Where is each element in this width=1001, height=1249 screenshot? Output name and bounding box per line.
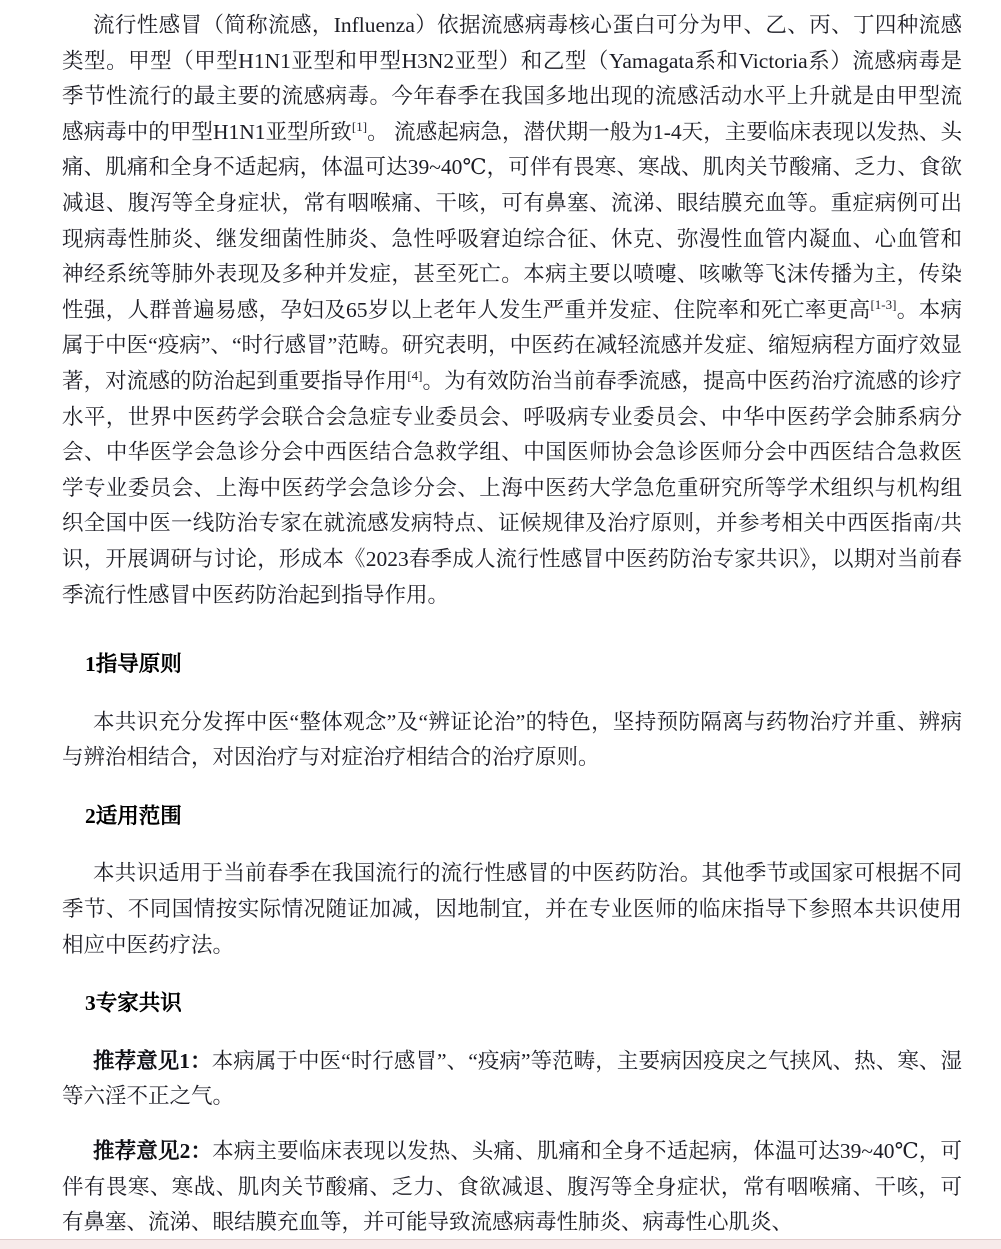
recommendation-2-paragraph: 推荐意见2：本病主要临床表现以发热、头痛、肌痛和全身不适起病，体温可达39~40℃，可伴有畏寒、寒战、肌肉关节酸痛、乏力、食欲减退、腹泻等全身症状，常有咽喉痛、干咳，可有鼻塞、流涕、眼结膜充血等，并可能导致流感病毒性肺炎、病毒性心肌炎、 xyxy=(62,1139,962,1235)
next-page-edge-strip xyxy=(0,1239,1001,1249)
section-heading-guiding-principles: 1指导原则 xyxy=(85,652,182,677)
guiding-principles-paragraph: 本共识充分发挥中医“整体观念”及“辨证论治”的特色，坚持预防隔离与药物治疗并重、辨病与辨治相结合，对因治疗与对症治疗相结合的治疗原则。 xyxy=(62,709,962,770)
page-content xyxy=(62,8,962,1241)
recommendation-1-paragraph: 推荐意见1：本病属于中医“时行感冒”、“疫病”等范畴，主要病因疫戾之气挟风、热、寒、湿等六淫不正之气。 xyxy=(62,1048,962,1109)
intro-paragraph: 流行性感冒（简称流感，Influenza）依据流感病毒核心蛋白可分为甲、乙、丙、丁四种流感类型。甲型（甲型H1N1亚型和甲型H3N2亚型）和乙型（Yamagata系和Victoria系）流感病毒是季节性流行的最主要的流感病毒。今年春季在我国多地出现的流感活动水平上升就是由甲型流感病毒中的甲型H1N1亚型所致[1]。 流感起病急，潜伏期一般为1-4天，主要临床表现以发热、头痛、肌痛和全身不适起病，体温可达39~40℃，可伴有畏寒、寒战、肌肉关节酸痛、乏力、食欲减退、腹泻等全身症状，常有咽喉痛、干咳，可有鼻塞、流涕、眼结膜充血等。重症病例可出现病毒性肺炎、继发细菌性肺炎、急性呼吸窘迫综合征、休克、弥漫性血管内凝血、心血管和神经系统等肺外表现及多种并发症，甚至死亡。本病主要以喷嚏、咳嗽等飞沫传播为主，传染性强，人群普遍易感，孕妇及65岁以上老年人发生严重并发症、住院率和死亡率更高[1-3]。本病属于中医“疫病”、“时行感冒”范畴。研究表明，中医药在减轻流感并发症、缩短病程方面疗效显著，对流感的防治起到重要指导作用[4]。为有效防治当前春季流感，提高中医药治疗流感的诊疗水平，世界中医药学会联合会急症专业委员会、呼吸病专业委员会、中华中医药学会肺系病分会、中华医学会急诊分会中西医结合急救学组、中国医师协会急诊医师分会中西医结合急救医学专业委员会、上海中医药学会急诊分会、上海中医药大学急危重研究所等学术组织与机构组织全国中医一线防治专家在就流感发病特点、证候规律及治疗原则，并参考相关中西医指南/共识，开展调研与讨论，形成本《2023春季成人流行性感冒中医药防治专家共识》，以期对当前春季流行性感冒中医药防治起到指导作用。 xyxy=(62,13,962,607)
scope-paragraph: 本共识适用于当前春季在我国流行的流行性感冒的中医药防治。其他季节或国家可根据不同季节、不同国情按实际情况随证加减，因地制宜，并在专业医师的临床指导下参照本共识使用相应中医药疗法。 xyxy=(62,861,962,957)
section-heading-scope: 2适用范围 xyxy=(85,803,182,828)
section-heading-expert-consensus: 3专家共识 xyxy=(85,991,182,1016)
